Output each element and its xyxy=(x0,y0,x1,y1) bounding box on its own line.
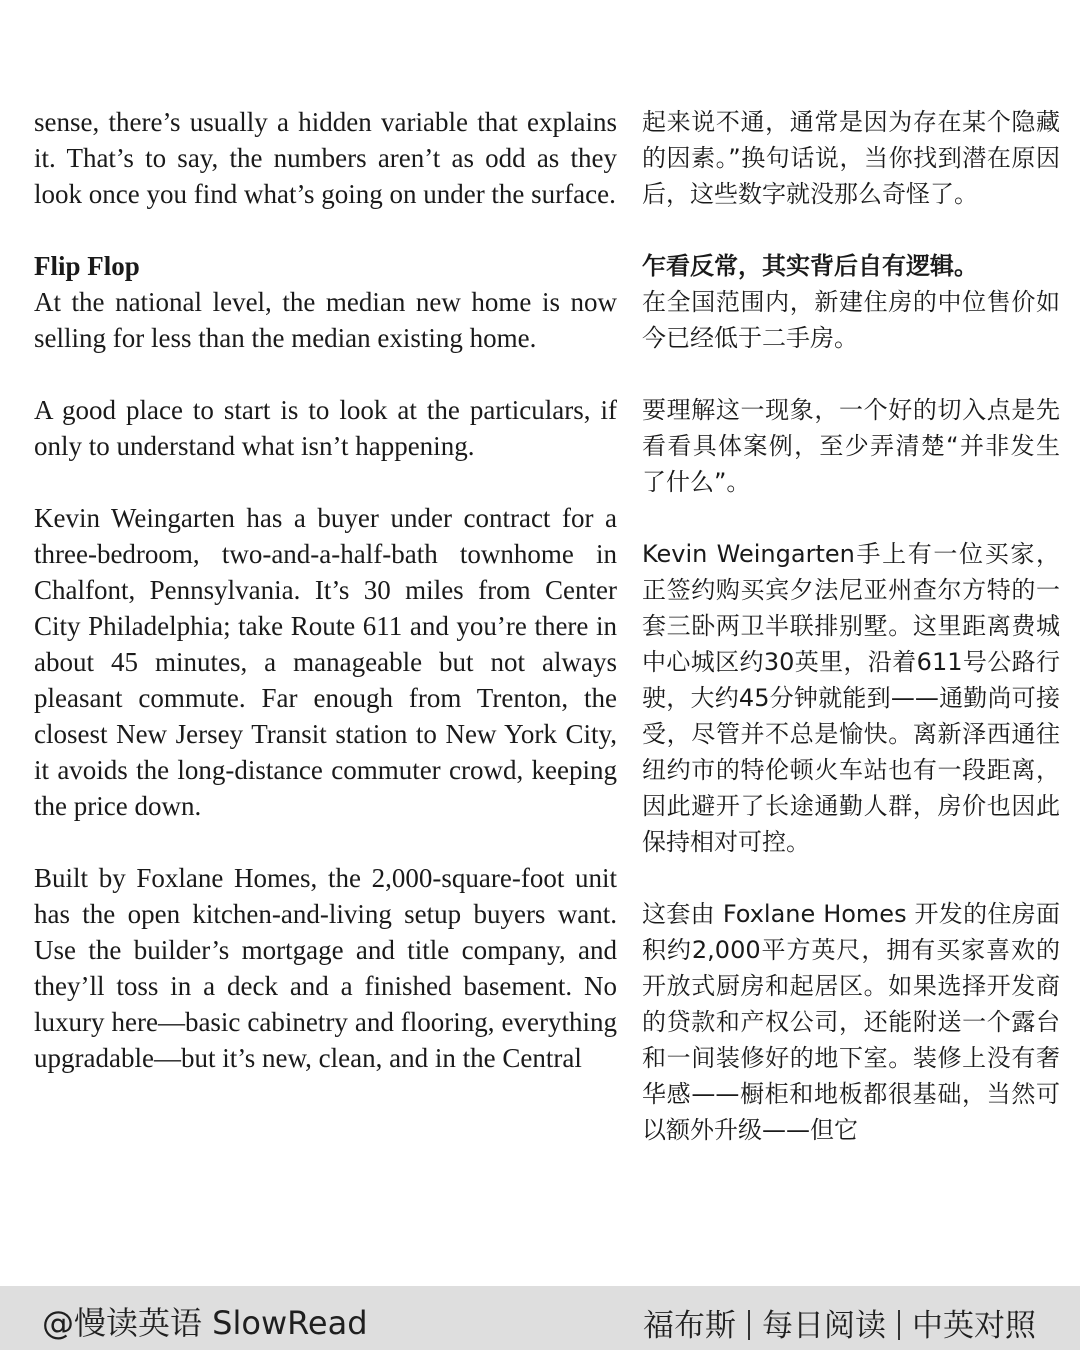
chinese-paragraph-2: 在全国范围内，新建住房的中位售价如今已经低于二手房。 xyxy=(642,288,1060,352)
account-handle: @慢读英语 SlowRead xyxy=(42,1304,368,1342)
english-paragraph-1: sense, there’s usually a hidden variable that explains it. That’s to say, the numbers aren’t as odd as they look once you find what’s going on under the surface. xyxy=(34,107,617,209)
english-paragraph-5: Built by Foxlane Homes, the 2,000-square-foot unit has the open kitchen-and-living setup buyers want. Use the builder’s mortgage and title company, and they’ll toss in a deck and a finished basement. No luxury here—basic cabinetry and flooring, everything upgradable—but it’s new, clean, and in the Central xyxy=(34,863,617,1073)
chinese-paragraph-4: Kevin Weingarten手上有一位买家，正签约购买宾夕法尼亚州查尔方特的一套三卧两卫半联排别墅。这里距离费城中心城区约30英里，沿着611号公路行驶，大约45分钟就能到——通勤尚可接受，尽管并不总是愉快。离新泽西通往纽约市的特伦顿火车站也有一段距离，因此避开了长途通勤人群，房价也因此保持相对可控。 xyxy=(642,540,1060,856)
tag-separator xyxy=(748,1310,750,1340)
footer-bar xyxy=(0,1286,1080,1350)
chinese-paragraph-3: 要理解这一现象，一个好的切入点是先看看具体案例，至少弄清楚“并非发生了什么”。 xyxy=(642,396,1060,496)
chinese-column xyxy=(642,104,1060,1148)
english-paragraph-2: At the national level, the median new home is now selling for less than the median existing home. xyxy=(34,287,617,353)
english-paragraph-4: Kevin Weingarten has a buyer under contract for a three-bedroom, two-and-a-half-bath townhome in Chalfont, Pennsylvania. It’s 30 miles from Center City Philadelphia; take Route 611 and you’re there in about 45 minutes, a manageable but not always pleasant commute. Far enough from Trenton, the closest New Jersey Transit station to New York City, it avoids the long-distance commuter crowd, keeping the price down. xyxy=(34,503,617,821)
english-column xyxy=(34,104,617,1076)
chinese-section-heading: 乍看反常，其实背后自有逻辑。 xyxy=(642,252,978,280)
english-paragraph-3: A good place to start is to look at the particulars, if only to understand what isn’t happening. xyxy=(34,395,617,461)
tag-separator xyxy=(898,1310,900,1340)
chinese-paragraph-1: 起来说不通，通常是因为存在某个隐藏的因素。”换句话说，当你找到潜在原因后，这些数字就没那么奇怪了。 xyxy=(642,108,1060,208)
chinese-paragraph-5: 这套由 Foxlane Homes 开发的住房面积约2,000平方英尺，拥有买家喜欢的开放式厨房和起居区。如果选择开发商的贷款和产权公司，还能附送一个露台和一间装修好的地下室。装修上没有奢华感——橱柜和地板都很基础，当然可以额外升级——但它 xyxy=(642,900,1060,1144)
tag-forbes: 福布斯 xyxy=(643,1308,736,1344)
tag-daily-reading: 每日阅读 xyxy=(762,1308,886,1344)
english-section-block xyxy=(34,248,617,356)
bilingual-article xyxy=(0,104,1080,1284)
tag-bilingual: 中英对照 xyxy=(912,1308,1036,1344)
footer-tags xyxy=(643,1300,1036,1345)
english-section-heading: Flip Flop xyxy=(34,251,140,281)
chinese-section-block xyxy=(642,248,1060,356)
